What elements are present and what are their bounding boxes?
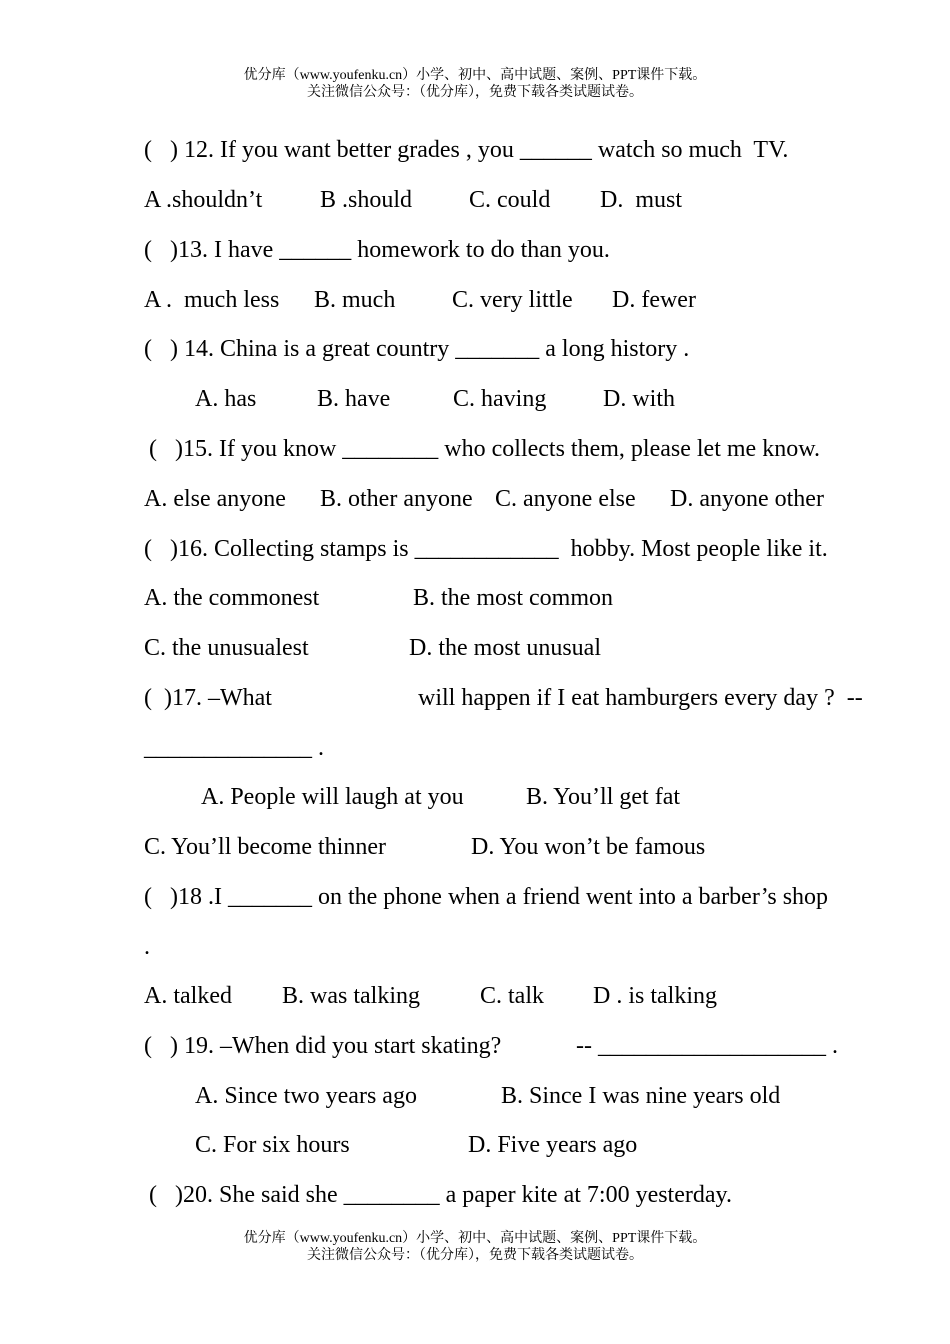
question-16-stem: ( )16. Collecting stamps is ____________ hobby. Most people like it. (144, 536, 828, 562)
option-a: A .shouldn’t (144, 187, 263, 213)
header-line-2: 关注微信公众号：（优分库），免费下载各类试题试卷。 (307, 85, 643, 100)
option-b: B. other anyone (320, 486, 473, 512)
stem-left: ( )17. –What (144, 685, 272, 711)
stem-right: will happen if I eat hamburgers every day ? -- (418, 685, 863, 711)
option-b: B. much (314, 287, 396, 313)
option-d: D. must (600, 187, 683, 213)
option-d: D. anyone other (670, 486, 824, 512)
option-d: D. with (603, 386, 675, 412)
option-c: C. For six hours (195, 1132, 350, 1158)
option-c: C. could (469, 187, 551, 213)
option-a: A. People will laugh at you (201, 784, 464, 810)
option-d: D. the most unusual (409, 635, 601, 661)
stem-left: ( ) 19. –When did you start skating? (144, 1033, 502, 1059)
option-d: D . is talking (593, 983, 717, 1009)
option-d: D. You won’t be famous (471, 834, 706, 860)
page-header (0, 67, 950, 101)
option-a: A. has (195, 386, 257, 412)
question-18-period: . (144, 934, 150, 960)
footer-line-2: 关注微信公众号：（优分库），免费下载各类试题试卷。 (307, 1248, 643, 1263)
option-c: C. very little (452, 287, 573, 313)
question-17-blank: ______________ . (144, 735, 324, 761)
option-a: A . much less (144, 287, 280, 313)
stem-right: -- ___________________ . (576, 1033, 838, 1059)
option-c: C. You’ll become thinner (144, 834, 386, 860)
question-18-stem: ( )18 .I _______ on the phone when a friend went into a barber’s shop (144, 884, 829, 910)
header-line-1: 优分库（www.youfenku.cn）小学、初中、高中试题、案例、PPT课件下载。 (243, 68, 707, 83)
option-a: A. Since two years ago (195, 1083, 417, 1109)
question-12-stem: ( ) 12. If you want better grades , you ______ watch so much TV. (144, 137, 789, 163)
question-15-stem: ( )15. If you know ________ who collects them, please let me know. (149, 436, 820, 462)
option-c: C. anyone else (495, 486, 636, 512)
page-footer (0, 1230, 950, 1264)
option-a: A. the commonest (144, 585, 320, 611)
option-d: D. Five years ago (468, 1132, 638, 1158)
footer-line-1: 优分库（www.youfenku.cn）小学、初中、高中试题、案例、PPT课件下载。 (243, 1231, 707, 1246)
option-a: A. else anyone (144, 486, 286, 512)
option-b: B .should (320, 187, 413, 213)
option-b: B. have (317, 386, 391, 412)
option-b: B. You’ll get fat (526, 784, 681, 810)
option-c: C. the unusualest (144, 635, 309, 661)
option-c: C. talk (480, 983, 544, 1009)
question-14-stem: ( ) 14. China is a great country _______ a long history . (144, 336, 690, 362)
option-b: B. Since I was nine years old (501, 1083, 781, 1109)
option-b: B. the most common (413, 585, 613, 611)
option-b: B. was talking (282, 983, 420, 1009)
option-a: A. talked (144, 983, 232, 1009)
option-d: D. fewer (612, 287, 696, 313)
option-c: C. having (453, 386, 547, 412)
question-13-stem: ( )13. I have ______ homework to do than you. (144, 237, 610, 263)
question-20-stem: ( )20. She said she ________ a paper kite at 7:00 yesterday. (149, 1182, 732, 1208)
